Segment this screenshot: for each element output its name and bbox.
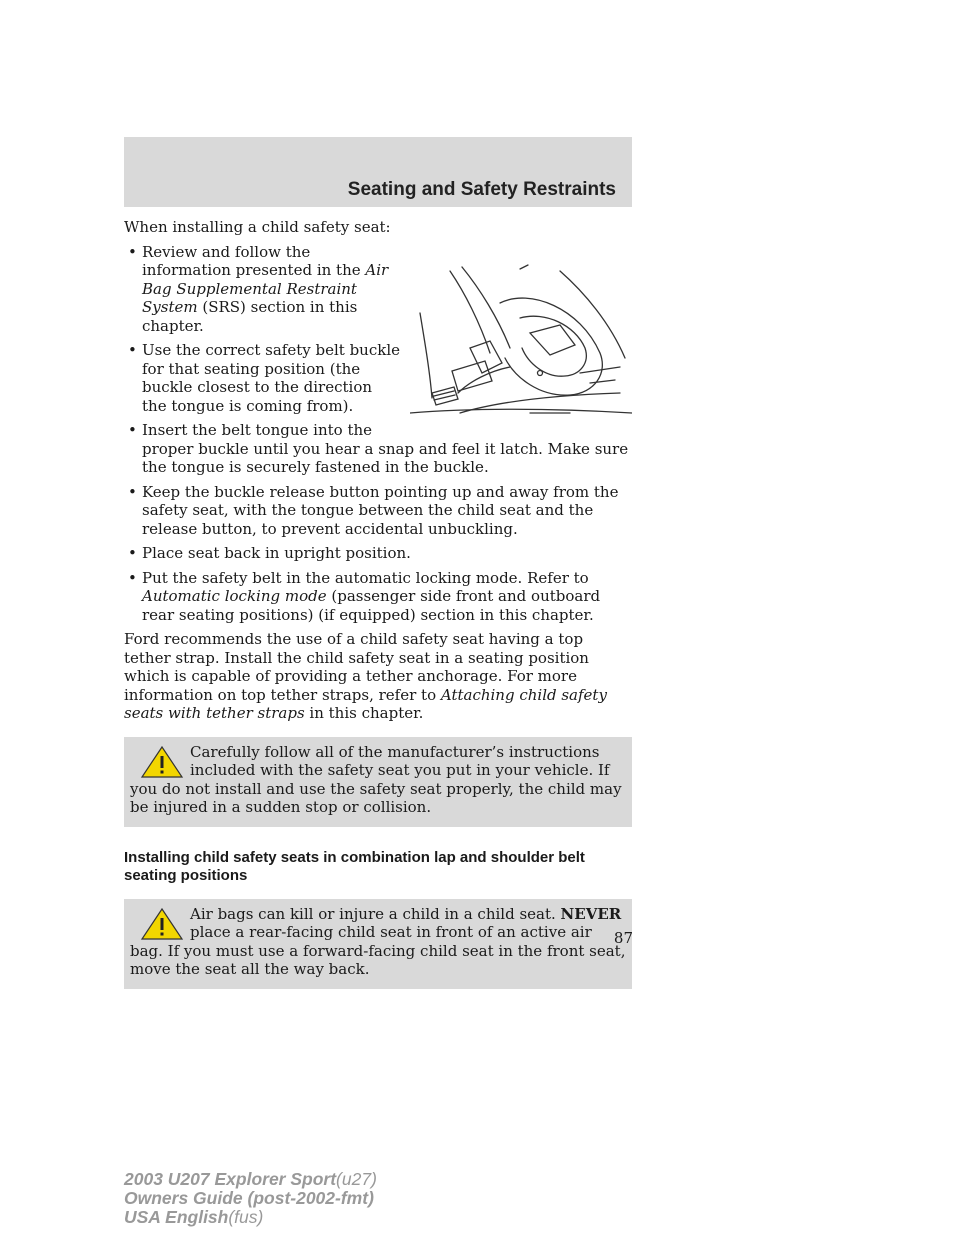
bullet-italic-ref: Automatic locking mode xyxy=(142,587,327,605)
intro-text: When installing a child safety seat: xyxy=(124,218,391,236)
bullet-glyph: • xyxy=(128,341,137,359)
list-item xyxy=(124,483,632,539)
bullet-text: Keep the buckle release button pointing up and away from the safety seat, with the tongue between the child seat and the release button, to prevent accidental unbuckling. xyxy=(142,482,619,538)
instruction-list xyxy=(124,243,632,625)
warning-text-part: Air bags can kill or injure a child in a child seat. xyxy=(190,904,561,923)
paragraph-italic-ref: Attaching child safety seats with tether straps xyxy=(124,685,607,722)
bullet-glyph: • xyxy=(128,482,137,501)
footer-guide: Owners Guide (post-2002-fmt) xyxy=(124,1188,374,1208)
bullet-text: (SRS) section in this chapter. xyxy=(142,298,358,335)
paragraph-text: Ford recommends the use of a child safety seat having a top tether strap. Install the child safety seat in a seating position which is capable of providing a tether anchorage. For more information on top tether straps, refer to xyxy=(124,630,589,704)
warning-icon xyxy=(140,745,184,779)
warning-text-part: place a rear-facing child seat in front of an active air bag. If you must use a forward-facing child seat in the front seat, move the seat all the way back. xyxy=(130,923,626,978)
warning-box xyxy=(124,737,632,827)
bullet-text: Insert the belt tongue into the proper buckle until you hear a snap and feel it latch. Make sure the tongue is securely fastened in the buckle. xyxy=(142,421,629,476)
bullet-text: Put the safety belt in the automatic locking mode. Refer to xyxy=(142,568,589,587)
bullet-text: Place seat back in upright position. xyxy=(142,544,411,562)
bullet-text: (passenger side front and outboard rear seating positions) (if equipped) section in this chapter. xyxy=(142,587,601,624)
section-title: Seating and Safety Restraints xyxy=(347,179,616,200)
warning-emphasis: NEVER xyxy=(560,904,622,923)
bullet-glyph: • xyxy=(128,421,137,439)
bullet-text: Review and follow the information presented in the xyxy=(142,242,366,279)
list-item xyxy=(124,569,632,625)
page-content xyxy=(124,218,632,995)
tether-paragraph xyxy=(124,630,632,723)
bullet-glyph: • xyxy=(128,568,137,587)
warning-text xyxy=(130,905,628,979)
warning-box xyxy=(124,899,632,989)
list-item xyxy=(124,421,632,477)
bullet-glyph: • xyxy=(128,242,137,261)
list-item xyxy=(124,544,632,563)
subheading: Installing child safety seats in combination lap and shoulder belt seating positions xyxy=(124,848,585,884)
footer-language: USA English xyxy=(124,1207,229,1227)
list-item xyxy=(124,341,632,415)
footer-lang-code: (fus) xyxy=(228,1207,264,1227)
bullet-italic-ref: Air Bag Supplemental Restraint System xyxy=(142,261,389,316)
paragraph-text: in this chapter. xyxy=(304,704,424,722)
bullet-glyph: • xyxy=(128,544,137,562)
page-number: 87 xyxy=(613,929,633,947)
footer-model: 2003 U207 Explorer Sport xyxy=(124,1169,337,1189)
warning-icon xyxy=(140,907,184,941)
footer-code: (u27) xyxy=(336,1169,377,1189)
header-band xyxy=(124,137,632,207)
bullet-text: Use the correct safety belt buckle for that seating position (the buckle closest to the direction the tongue is coming from). xyxy=(142,341,401,415)
list-item xyxy=(124,243,632,336)
footer xyxy=(124,1170,377,1227)
warning-text: Carefully follow all of the manufacturer’s instructions included with the safety seat you put in your vehicle. If you do not install and use the safety seat properly, the child may be injured in a sudden stop or collision. xyxy=(130,742,622,816)
